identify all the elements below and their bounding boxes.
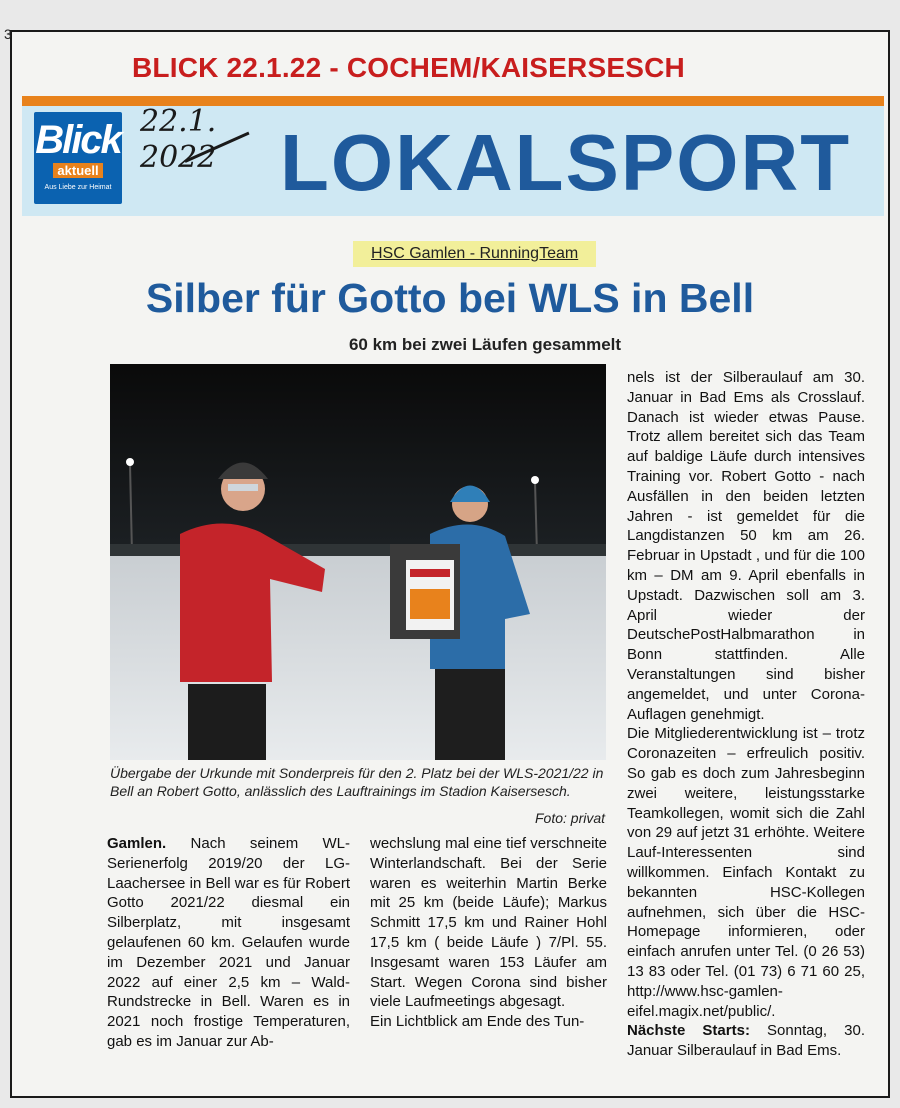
headline: Silber für Gotto bei WLS in Bell (145, 275, 755, 321)
article-col2-text: wechslung mal eine tief verschneite Winterlandschaft. Bei der Serie waren es weiterhin Martin Berke mit 25 km (beide Läufe); Markus Schmitt 17,5 km und Rainer Hohl 17,5 km ( beide Läufe ) 7/Pl. 55. Insgesamt waren 153 Läufer am Start. Wegen Corona sind bisher viele Laufmeetings abgesagt. (370, 835, 607, 1011)
kicker: HSC Gamlen - RunningTeam (353, 241, 596, 267)
article-dateline: Gamlen. (107, 835, 167, 852)
photo-runners-award (110, 364, 606, 760)
photo-credit: Foto: privat (535, 810, 606, 826)
handwritten-date-line1: 22.1. (140, 104, 217, 139)
next-starts-label: Nächste Starts: (627, 1022, 750, 1040)
next-starts-text: Sonntag, 30. Januar Silberaulauf in Bad Ems. (627, 1022, 866, 1060)
section-title: LOKALSPORT (280, 118, 852, 207)
clipping-title: BLICK 22.1.22 - COCHEM/KAISERSESCH (132, 52, 685, 83)
article-col3-p2: Die Mitgliederentwicklung ist – trotz Coronazeiten – erfreulich positiv. So gab es doch zum Jahresbeginn zwei weitere, leistungsstarke Teamkollegen, womit sich die Zahl von 29 auf jetzt 31 erhöhte. Weitere Lauf-Interessenten sind willkommen. Einfach Kontakt zu bekannten HSC-Kollegen aufnehmen, sich über die HSC-Homepage informieren, oder einfach anrufen unter Tel. (0 26 53) 13 83 oder Tel. (01 73) 6 71 60 25, http://www.hsc-gamlen-eifel.magix.net/public/. (627, 725, 865, 1020)
article-column-2 (370, 834, 607, 1032)
article-col2-tail: Ein Lichtblick am Ende des Tun- (370, 1013, 585, 1031)
subheadline: 60 km bei zwei Läufen gesammelt (348, 335, 622, 354)
logo-badge: aktuell (53, 163, 102, 178)
handwritten-date-line2: 2022 (140, 140, 217, 175)
article-col3-p1: nels ist der Silberaulauf am 30. Januar in Bad Ems als Crosslauf. Danach ist wieder etwas Pause. Trotz allem bereitet sich das Team auf baldige Läufe durch intensives Training vor. Robert Gotto - nach Ausfällen in den beiden letzten Jahren - ist gemeldet für die Langdistanzen 50 km am 26. Februar in Upstadt , und für die 100 km – DM am 9. April ebenfalls in Upstadt. Dazwischen soll am 3. April wieder der DeutschePostHalbmarathon in Bonn stattfinden. Alle Veranstaltungen sind bisher angemeldet, und unter Corona-Auflagen genehmigt. (627, 369, 865, 723)
page-mark: 3 (4, 26, 12, 42)
article-col1-text: Nach seinem WL-Serienerfolg 2019/20 der LG-Laachersee in Bell war es für Robert Gotto 2021/22 diesmal ein Silberplatz, mit insgesamt gelaufenen 60 km. Gelaufen wurde im Dezember 2021 und Januar 2022 auf einer 2,5 km – Wald-Rundstrecke in Bell. Waren es in 2021 noch frostige Temperaturen, gab es im Januar zur Ab- (107, 835, 351, 1050)
article-column-1 (107, 834, 350, 1052)
article-column-3 (627, 368, 865, 1061)
logo-tagline: Aus Liebe zur Heimat (44, 184, 112, 191)
logo-word: Blick (35, 118, 121, 162)
handwritten-date (140, 104, 216, 176)
article-photo (110, 364, 606, 760)
photo-caption: Übergabe der Urkunde mit Sonderpreis für den 2. Platz bei der WLS-2021/22 in Bell an Robert Gotto, anlässlich des Lauftrainings im Stadion Kaisersesch. (110, 765, 604, 799)
blick-logo (34, 112, 122, 204)
